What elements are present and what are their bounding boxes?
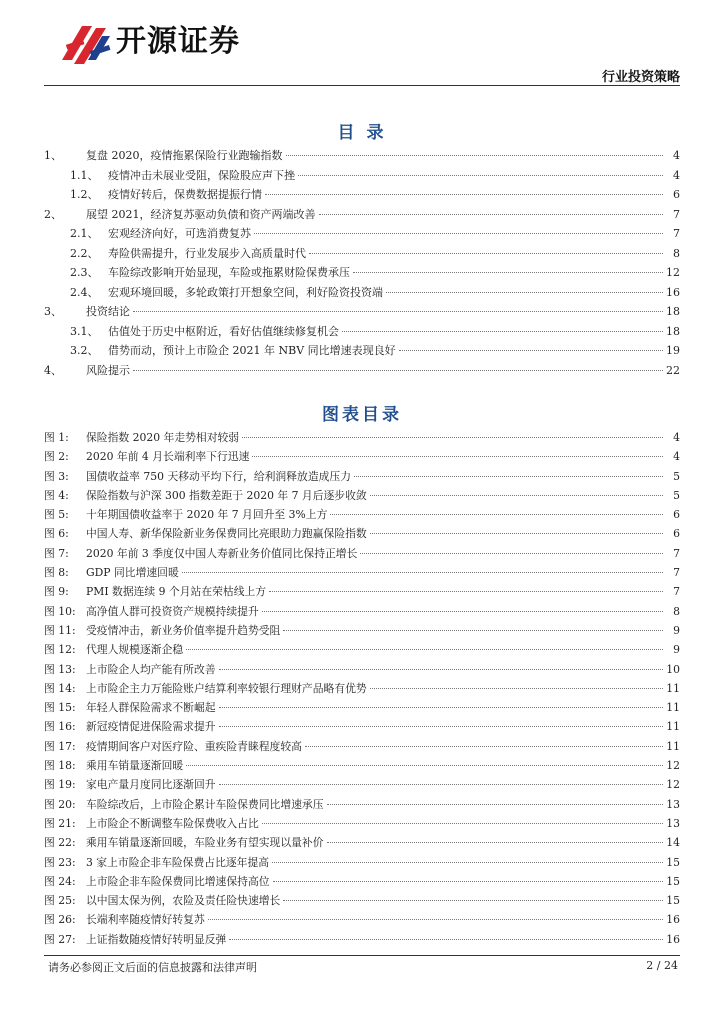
figure-entry-page: 12 <box>666 778 680 792</box>
leader-dots <box>254 232 663 234</box>
figure-entry-number: 图 12: <box>44 643 76 657</box>
figure-entry-page: 15 <box>666 874 680 888</box>
figure-entry-page: 5 <box>673 488 680 502</box>
figure-entry[interactable] <box>44 524 680 543</box>
figure-entry[interactable] <box>44 602 680 621</box>
leader-dots <box>298 174 663 176</box>
figure-entry-page: 13 <box>666 816 680 830</box>
figure-entry[interactable] <box>44 486 680 505</box>
figure-entry-page: 13 <box>666 797 680 811</box>
toc-entry-page: 7 <box>673 227 680 240</box>
figure-entry-number: 图 21: <box>44 816 76 830</box>
toc-entry[interactable] <box>44 244 680 264</box>
leader-dots <box>353 271 663 273</box>
figure-entry-page: 4 <box>673 450 680 464</box>
leader-dots <box>272 861 663 863</box>
toc-entry-number: 3.1、 <box>70 324 99 338</box>
leader-dots <box>186 764 663 766</box>
figure-entry-label: 家电产量月度同比逐渐回升 <box>86 778 216 792</box>
figure-entry-label: 长端利率随疫情好转复苏 <box>86 913 205 927</box>
leader-dots <box>265 193 663 195</box>
figure-entry-page: 14 <box>666 836 680 850</box>
toc-entry[interactable] <box>44 146 680 166</box>
leader-dots <box>327 803 663 805</box>
leader-dots <box>370 494 663 496</box>
figure-entry-number: 图 20: <box>44 797 76 811</box>
toc-entry-label: 投资结论 <box>86 305 130 318</box>
figure-entry-label: 中国人寿、新华保险新业务保费同比亮眼助力跑赢保险指数 <box>86 527 367 541</box>
footer-divider <box>44 955 680 956</box>
toc-entry-label: 展望 2021，经济复苏驱动负债和资产两端改善 <box>86 207 316 221</box>
leader-dots <box>342 330 663 332</box>
figure-entry[interactable] <box>44 872 680 891</box>
figure-entry-number: 图 1: <box>44 431 69 444</box>
toc-entry-page: 7 <box>673 207 680 221</box>
toc-entry[interactable] <box>44 322 680 342</box>
figure-entry-label: 疫情期间客户对医疗险、重疾险青睐程度较高 <box>86 739 302 753</box>
figure-entry-label: 3 家上市险企非车险保费占比逐年提高 <box>86 855 270 869</box>
figure-entry-label: 乘用车销量逐渐回暖 <box>86 759 184 773</box>
leader-dots <box>370 687 663 689</box>
figure-entry-label: 上市险企人均产能有所改善 <box>86 662 216 676</box>
figure-entry-label: 年轻人群保险需求不断崛起 <box>86 701 216 715</box>
figure-entry-page: 6 <box>673 508 680 522</box>
header-divider <box>44 85 680 86</box>
figure-entry-number: 图 9: <box>44 585 69 599</box>
figure-entry[interactable] <box>44 910 680 929</box>
toc-entry-page: 18 <box>666 305 680 318</box>
leader-dots <box>252 455 663 457</box>
leader-dots <box>309 252 663 254</box>
logo-text: 开源证券 <box>116 24 240 59</box>
leader-dots <box>283 899 663 901</box>
toc-entry-label: 宏观经济向好，可选消费复苏 <box>108 227 251 240</box>
figure-entry-number: 图 27: <box>44 932 76 946</box>
toc-entry-label: 疫情冲击未展业受阻，保险股应声下挫 <box>108 168 295 182</box>
figure-entry-number: 图 26: <box>44 913 76 927</box>
figure-entry-label: 新冠疫情促进保险需求提升 <box>86 720 216 734</box>
toc-entry[interactable] <box>44 166 680 186</box>
leader-dots <box>186 648 663 650</box>
figure-entry[interactable] <box>44 698 680 717</box>
leader-dots <box>360 552 663 554</box>
figure-entry-label: 2020 年前 3 季度仅中国人寿新业务价值同比保持正增长 <box>86 546 358 560</box>
figure-entry-label: 国债收益率 750 天移动平均下行，给利润释放造成压力 <box>86 469 352 483</box>
leader-dots <box>273 880 663 882</box>
figure-entry-page: 11 <box>666 701 680 715</box>
figure-entry[interactable] <box>44 447 680 466</box>
figure-entry-page: 11 <box>666 739 680 753</box>
leader-dots <box>229 938 663 940</box>
toc-entry-label: 寿险供需提升，行业发展步入高质量时代 <box>108 246 306 260</box>
figure-entry-label: 上市险企不断调整车险保费收入占比 <box>86 816 259 830</box>
leader-dots <box>262 822 663 824</box>
figure-entry[interactable] <box>44 833 680 852</box>
toc-entry[interactable] <box>44 263 680 283</box>
figure-entry-page: 10 <box>666 662 680 676</box>
figure-entry-page: 11 <box>666 720 680 734</box>
figure-entry-page: 9 <box>673 643 680 657</box>
toc-entry[interactable] <box>44 302 680 322</box>
toc-entry-label: 车险综改影响开始显现，车险或拖累财险保费承压 <box>108 266 350 279</box>
figure-entry-label: PMI 数据连续 9 个月站在荣枯线上方 <box>86 585 267 599</box>
figure-entry-number: 图 2: <box>44 450 69 464</box>
figure-entry[interactable] <box>44 582 680 601</box>
figure-entry-number: 图 3: <box>44 469 69 483</box>
figure-entry[interactable] <box>44 428 680 447</box>
leader-dots <box>305 745 663 747</box>
figure-entry-number: 图 7: <box>44 546 69 560</box>
figure-entry-page: 12 <box>666 759 680 773</box>
figure-entry-page: 7 <box>673 566 680 580</box>
toc-entry-page: 8 <box>673 246 680 260</box>
figure-entry[interactable] <box>44 621 680 640</box>
toc-entry[interactable] <box>44 361 680 381</box>
toc-entry-number: 4、 <box>44 363 62 377</box>
figure-entry-number: 图 11: <box>44 623 76 637</box>
figure-entry-number: 图 8: <box>44 566 69 580</box>
figure-entry-label: 以中国太保为例，农险及责任险快速增长 <box>86 894 281 908</box>
figure-entry-label: 保险指数与沪深 300 指数差距于 2020 年 7 月后逐步收敛 <box>86 488 367 502</box>
figure-entry-label: 受疫情冲击，新业务价值率提升趋势受阻 <box>86 623 281 637</box>
figure-entry[interactable] <box>44 814 680 833</box>
leader-dots <box>286 154 664 156</box>
toc-entry-number: 2.1、 <box>70 227 99 240</box>
toc-entry-page: 22 <box>666 363 680 377</box>
figure-entry-label: 高净值人群可投资资产规模持续提升 <box>86 604 259 618</box>
figure-entry[interactable] <box>44 756 680 775</box>
toc-entry-number: 2.2、 <box>70 246 99 260</box>
figure-entry-number: 图 15: <box>44 701 76 715</box>
toc-entry-number: 2.4、 <box>70 285 99 299</box>
figure-entry[interactable] <box>44 775 680 794</box>
toc-entry-number: 1、 <box>44 149 62 162</box>
leader-dots <box>242 436 663 438</box>
figure-entry[interactable] <box>44 891 680 910</box>
figure-entry[interactable] <box>44 467 680 486</box>
figure-entry-number: 图 16: <box>44 720 76 734</box>
toc-entry-page: 19 <box>666 344 680 357</box>
leader-dots <box>133 310 663 312</box>
figure-entry-number: 图 5: <box>44 508 69 522</box>
figure-entry-label: 上市险企非车险保费同比增速保持高位 <box>86 874 270 888</box>
toc-entry-number: 3、 <box>44 305 62 318</box>
toc-entry[interactable] <box>44 205 680 225</box>
toc-entry[interactable] <box>44 185 680 205</box>
figure-entry[interactable] <box>44 853 680 872</box>
page-header <box>0 0 724 90</box>
table-of-contents <box>44 146 680 380</box>
figure-entry-number: 图 19: <box>44 778 76 792</box>
figure-entry-number: 图 24: <box>44 874 76 888</box>
toc-entry-label: 复盘 2020，疫情拖累保险行业跑输指数 <box>86 149 283 162</box>
figure-entry-label: 上证指数随疫情好转明显反弹 <box>86 932 227 946</box>
toc-entry-number: 1.1、 <box>70 168 99 182</box>
figure-entry[interactable] <box>44 737 680 756</box>
figure-entry-page: 9 <box>673 623 680 637</box>
toc-entry[interactable] <box>44 283 680 303</box>
figure-entry-page: 5 <box>673 469 680 483</box>
page-number: 2 / 24 <box>646 959 678 972</box>
footer-disclaimer: 请务必参阅正文后面的信息披露和法律声明 <box>48 961 257 974</box>
toc-entry-number: 2.3、 <box>70 266 99 279</box>
leader-dots <box>182 571 663 573</box>
leader-dots <box>354 475 663 477</box>
figure-entry-page: 8 <box>673 604 680 618</box>
figure-entry-label: GDP 同比增速回暖 <box>86 566 179 580</box>
leader-dots <box>219 783 663 785</box>
figure-entry[interactable] <box>44 563 680 582</box>
figure-entry-page: 15 <box>666 855 680 869</box>
toc-entry-page: 12 <box>666 266 680 279</box>
leader-dots <box>319 213 664 215</box>
toc-entry-label: 风险提示 <box>86 363 130 377</box>
figure-entry-label: 十年期国债收益率于 2020 年 7 月回升至 3%上方 <box>86 508 328 522</box>
toc-entry-number: 2、 <box>44 207 62 221</box>
toc-entry-page: 16 <box>666 285 680 299</box>
figure-entry-label: 上市险企主力万能险账户结算利率较银行理财产品略有优势 <box>86 681 367 695</box>
figure-entry-page: 16 <box>666 932 680 946</box>
toc-entry-label: 借势而动，预计上市险企 2021 年 NBV 同比增速表现良好 <box>108 344 396 357</box>
figure-entry[interactable] <box>44 930 680 949</box>
toc-entry[interactable] <box>44 224 680 244</box>
figure-entry-number: 图 22: <box>44 836 76 850</box>
toc-entry-label: 疫情好转后，保费数据提振行情 <box>108 188 262 201</box>
leader-dots <box>269 590 663 592</box>
leader-dots <box>219 706 663 708</box>
toc-entry-page: 4 <box>673 149 680 162</box>
figure-entry-page: 4 <box>673 431 680 444</box>
toc-entry-label: 估值处于历史中枢附近，看好估值继续修复机会 <box>108 324 339 338</box>
toc-entry[interactable] <box>44 341 680 361</box>
figure-entry[interactable] <box>44 544 680 563</box>
toc-entry-page: 18 <box>666 324 680 338</box>
figure-entry[interactable] <box>44 679 680 698</box>
figure-entry-number: 图 6: <box>44 527 69 541</box>
toc-entry-number: 1.2、 <box>70 188 99 201</box>
leader-dots <box>370 532 663 534</box>
leader-dots <box>399 349 663 351</box>
figure-entry-number: 图 14: <box>44 681 76 695</box>
figure-entry[interactable] <box>44 717 680 736</box>
toc-entry-page: 4 <box>673 168 680 182</box>
figure-entry-page: 11 <box>666 681 680 695</box>
figure-entry-label: 车险综改后，上市险企累计车险保费同比增速承压 <box>86 797 324 811</box>
figure-entry-label: 保险指数 2020 年走势相对较弱 <box>86 431 240 444</box>
figure-entry-page: 7 <box>673 585 680 599</box>
leader-dots <box>219 668 663 670</box>
figure-entry-number: 图 18: <box>44 759 76 773</box>
toc-entry-number: 3.2、 <box>70 344 99 357</box>
figure-entry-page: 6 <box>673 527 680 541</box>
toc-title: 目 录 <box>337 123 387 143</box>
figure-entry-page: 16 <box>666 913 680 927</box>
figure-entry-label: 乘用车销量逐渐回暖，车险业务有望实现以量补价 <box>86 836 324 850</box>
leader-dots <box>262 610 663 612</box>
figure-entry-page: 15 <box>666 894 680 908</box>
leader-dots <box>327 841 663 843</box>
figure-entry[interactable] <box>44 660 680 679</box>
figures-toc-title: 图表目录 <box>322 405 402 425</box>
figure-entry-page: 7 <box>673 546 680 560</box>
figure-entry[interactable] <box>44 640 680 659</box>
leader-dots <box>386 291 663 293</box>
leader-dots <box>219 725 663 727</box>
toc-entry-page: 6 <box>673 188 680 201</box>
figure-entry-number: 图 4: <box>44 488 69 502</box>
figure-entry-number: 图 17: <box>44 739 76 753</box>
figure-entry-number: 图 25: <box>44 894 76 908</box>
report-category: 行业投资策略 <box>601 70 680 85</box>
leader-dots <box>208 918 663 920</box>
figure-entry-number: 图 23: <box>44 855 76 869</box>
figure-entry-label: 2020 年前 4 月长端利率下行迅速 <box>86 450 250 464</box>
leader-dots <box>283 629 663 631</box>
figure-entry-number: 图 10: <box>44 604 76 618</box>
figure-entry-label: 代理人规模逐渐企稳 <box>86 643 184 657</box>
figure-entry[interactable] <box>44 795 680 814</box>
figure-entry[interactable] <box>44 505 680 524</box>
toc-entry-label: 宏观环境回暖，多轮政策打开想象空间，利好险资投资端 <box>108 285 383 299</box>
figure-entry-number: 图 13: <box>44 662 76 676</box>
leader-dots <box>330 513 663 515</box>
figures-table-of-contents <box>44 428 680 949</box>
leader-dots <box>133 369 663 371</box>
